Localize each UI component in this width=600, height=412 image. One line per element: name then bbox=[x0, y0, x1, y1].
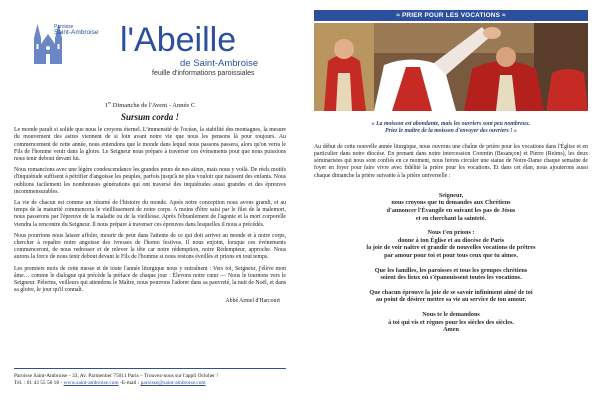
newsletter-subtitle: de Saint-Ambroise bbox=[180, 58, 259, 69]
vocations-prayer bbox=[314, 192, 588, 334]
vocations-banner: ≈ PRIER POUR LES VOCATIONS ≈ bbox=[314, 10, 588, 21]
prayer-line: nous croyons que tu demandes aux Chrétiens bbox=[391, 199, 511, 207]
article-paragraph: Nous romancions avec une légère condescendance les grandes peurs de nos aïeux, mais nous y voilà. De réels motifs d'inquiétude suffisent à pétrifier d'angoisse les peuples, parfois jusqu'à ne plus vouloir que naissent des enfants. Nous oublions facilement les nombreuses générations qui ont traversé des inquiétudes aussi grandes et des épreuves incommensurables. bbox=[14, 167, 286, 195]
prayer-stanza bbox=[314, 289, 588, 304]
prayer-line: au point de désirer mettre sa vie au service de ton amour. bbox=[375, 296, 527, 304]
parish-footer bbox=[14, 368, 286, 387]
prayer-line: Nous te le demandons bbox=[422, 310, 480, 318]
liturgical-day bbox=[14, 100, 286, 109]
prayer-line: Seigneur, bbox=[438, 191, 464, 199]
article-title: Sursum corda ! bbox=[120, 112, 180, 123]
ordination-photo bbox=[314, 23, 588, 111]
prayer-line: à toi qui vis et règnes pour les siècles des siècles. bbox=[388, 318, 514, 326]
footer-email-label: -E-mail : bbox=[118, 380, 141, 386]
prayer-line: donne à ton Église et au diocèse de Paris bbox=[397, 236, 505, 244]
newsletter-title: l'Abeille bbox=[120, 21, 237, 59]
footer-tel: Tél. : 01 43 55 56 18 - bbox=[14, 380, 64, 386]
footer-contact bbox=[14, 380, 286, 387]
article-paragraph: Les premiers mots de cette messe et de toute l'année liturgique nous y entraînent : Vers toi, Seigneur, j'élève mon âme… comme le dialogue qui précède la préface de chaque jour : Élevons notre cœur — Nous le tournons vers le Seigneur. Pèlerins, veilleurs qui attendons le Maître, nous pourrons l'adorer dans sa pauvreté, la nuit de Noël, et dans sa gloire, le jour qu'il connaît. bbox=[14, 265, 286, 294]
article-paragraph: Le monde paraît si solide que nous le croyons éternel. L'immensité de l'océan, la stabilité des montagnes, la mesure du mouvement des astres viennent de si loin avant notre vie que nous les pensons là pour toujours. Au commencement de cette année, nous entendons que le monde dans lequel nous passons passera, alors qu'on verra le Fils de l'homme venir dans la gloire. Le Seigneur nous prépare à traverser ces événements pour que nous puissions nous tenir debout devant lui. bbox=[14, 127, 286, 162]
prayer-stanza bbox=[314, 192, 588, 222]
left-column bbox=[14, 14, 286, 304]
gospel-quote bbox=[320, 121, 582, 136]
article-paragraph: Nous pourrions nous laisser affoler, mourir de peur dans l'attente de ce qui doit arriver au monde et à notre corps, chercher à repaître notre angoisse des ivresses de l'homo festivus. Il nous enjoint, lorsque ces événements commenceront, de nous redresser et de relever la tête car notre rédemption, notre Rédempteur, approche. Nous aurons la force de nous tenir debout devant le Fils de l'homme si nous restons éveillés et prions en tout temps. bbox=[14, 232, 286, 261]
sunday-number: 1 bbox=[104, 102, 109, 110]
ordination-photo-illustration bbox=[314, 23, 588, 111]
prayer-stanza bbox=[314, 311, 588, 334]
right-column bbox=[314, 10, 588, 341]
prayer-line: par amour pour toi et pour tous ceux que tu aimes. bbox=[384, 251, 518, 259]
article-signature: Abbé Armel d'Harcourt bbox=[225, 298, 280, 305]
website-link[interactable]: www.saint-ambroise.com bbox=[63, 380, 119, 386]
church-caption bbox=[54, 24, 98, 36]
prayer-line: Nous t'en prions : bbox=[427, 229, 475, 237]
newsletter-tagline: feuille d'informations paroissiales bbox=[152, 70, 255, 77]
prayer-line: Amen bbox=[443, 326, 459, 334]
prayer-line: soient des lieux où s'épanouissent toutes les vocations. bbox=[380, 274, 522, 282]
footer-address: Paroisse Saint-Ambroise - 33, Av. Parmentier 75011 Paris – Trouvez-nous sur l'appli Ocloher ! bbox=[14, 373, 219, 379]
masthead bbox=[14, 14, 286, 92]
church-caption-name: Saint-Ambroise bbox=[54, 29, 99, 36]
quote-line-1: « La moisson est abondante, mais les ouvriers sont peu nombreux. bbox=[371, 121, 531, 127]
church-caption-small: Paroisse bbox=[54, 24, 74, 30]
prayer-line: Que les familles, les paroisses et tous les groupes chrétiens bbox=[374, 266, 528, 274]
sunday-label: Dimanche de l'Avent - Année C bbox=[111, 102, 196, 110]
prayer-line: d'annoncer l'Évangile en suivant les pas de Jésus bbox=[386, 207, 516, 215]
email-link[interactable]: paroisse@saint-ambroise.com bbox=[140, 380, 206, 386]
prayer-line: Que chacun éprouve la joie de se savoir infiniment aimé de toi bbox=[369, 288, 533, 296]
prayer-line: et en cherchant la sainteté. bbox=[415, 214, 487, 222]
prayer-stanza bbox=[314, 229, 588, 259]
sunday-ordinal: er bbox=[108, 100, 112, 105]
article-paragraph: La vie de chacun est comme un résumé de l'histoire du monde. Après notre conception nous avons grandi, et au temps de la maturité commencera le vieillissement de notre corps. A moins d'être saisi par le filet de la malemort, nous passerons par l'épreuve de la maladie ou de la vieillesse. Après l'ébranlement de l'agonie et la mort corporelle viendra la rencontre du Seigneur. Il nous prépare à traverser ces épreuves dans lesquelles il nous a précédés. bbox=[14, 199, 286, 228]
quote-line-2: Priez le maître de la moisson d'envoyer des ouvriers ! » bbox=[385, 128, 517, 135]
prayer-stanza bbox=[314, 267, 588, 282]
prayer-line: la joie de voir naître et grandir de nouvelles vocations de prêtres bbox=[366, 244, 536, 252]
prayer-intro: Au début de cette nouvelle année liturgique, nous ouvrons une chaîne de prière pour les vocations dans l'Église et en particulier dans notre diocèse. En prenant dans notre intercession Corentin (Besançon) et Pierre (Reims), les deux séminaristes qui nous sont confiés en ce moment, nous ferons circuler une statue de Notre-Dame chaque semaine de foyer en foyer pour faire vivre avec fidélité la prière pour les vocations. Et dans cet élan, nous ajouterons aussi chaque dimanche la prière suivante à la prière universelle : bbox=[314, 143, 588, 179]
